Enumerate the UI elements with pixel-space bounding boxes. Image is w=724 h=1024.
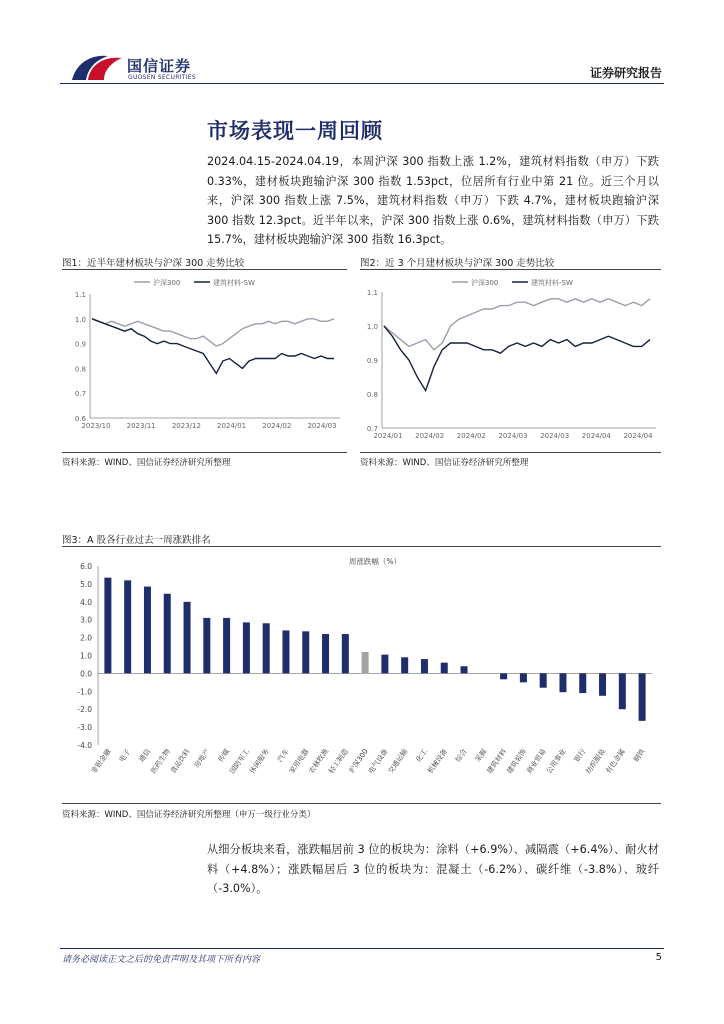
x-tick-label: 2024/04 xyxy=(623,432,653,440)
footer-disclaimer: 请务必阅读正文之后的免责声明及其项下所有内容 xyxy=(62,955,261,965)
y-tick-label: -4.0 xyxy=(77,741,92,750)
x-tick-label: 农林牧渔 xyxy=(307,747,331,776)
y-tick-label: 3.0 xyxy=(80,615,92,625)
bar xyxy=(441,663,448,674)
legend-label-jc: 建筑材料-SW xyxy=(531,279,573,287)
legend-label-jc: 建筑材料-SW xyxy=(213,279,255,287)
y-tick-label: 5.0 xyxy=(80,579,92,589)
series-line-jc xyxy=(384,326,650,391)
x-tick-label: 2024/02 xyxy=(262,422,292,430)
x-tick-label: 电气设备 xyxy=(366,747,390,776)
fig3-chart xyxy=(62,550,661,800)
x-tick-label: 建筑装饰 xyxy=(505,747,529,776)
fig3-rule xyxy=(62,546,661,547)
bar xyxy=(540,673,547,687)
y-tick-label: 0.7 xyxy=(74,390,86,399)
fig1-title: 图1：近半年建材板块与沪深 300 走势比较 xyxy=(62,258,245,269)
y-tick-label: -3.0 xyxy=(77,723,92,733)
y-tick-label: 0.8 xyxy=(366,391,378,399)
bar xyxy=(144,587,151,674)
x-tick-label: 汽车 xyxy=(276,747,291,764)
x-tick-label: 纺织服装 xyxy=(584,747,608,776)
bar xyxy=(342,634,349,673)
fig3-source: 资料来源：WIND、国信证券经济研究所整理（申万一级行业分类） xyxy=(62,810,316,820)
fig1-chart xyxy=(62,272,347,437)
fig2-chart xyxy=(360,272,661,444)
x-tick-label: 2024/04 xyxy=(581,432,611,440)
x-tick-label: 2024/02 xyxy=(415,432,445,440)
logo-en: GUOSEN SECURITIES xyxy=(128,74,197,81)
fig2-source: 资料来源：WIND、国信证券经济研究所整理 xyxy=(360,458,529,468)
x-tick-label: 综合 xyxy=(454,747,469,764)
fig2-title: 图2：近 3 个月建材板块与沪深 300 走势比较 xyxy=(360,258,555,269)
x-tick-label: 食品饮料 xyxy=(169,747,192,776)
fig1-source: 资料来源：WIND、国信证券经济研究所整理 xyxy=(62,458,231,468)
x-tick-label: 2024/03 xyxy=(498,432,528,440)
fig2-rule xyxy=(360,269,661,270)
x-tick-label: 有色金属 xyxy=(604,747,627,776)
x-tick-label: 医药生物 xyxy=(149,747,172,776)
bar-chart-title: 周涨跌幅（%） xyxy=(348,557,402,566)
bar xyxy=(104,578,111,674)
y-tick-label: 1.0 xyxy=(366,323,378,331)
paragraph-subsector: 从细分板块来看，涨跌幅居前 3 位的板块为：涂料（+6.9%）、减隔震（+6.4%）、耐火材料（+4.8%）；涨跌幅居后 3 位的板块为：混凝土（-6.2%）、碳纤维（-3.8%）、玻纤（-3.0%）。 xyxy=(207,843,659,895)
bar xyxy=(421,659,428,673)
fig2-bottom-rule xyxy=(360,452,661,453)
bar xyxy=(243,622,250,673)
y-tick-label: 1.0 xyxy=(74,315,86,324)
header-divider xyxy=(60,83,664,84)
page-number: 5 xyxy=(655,952,662,963)
y-tick-label: 0.0 xyxy=(80,669,92,679)
legend-label-hs300: 沪深300 xyxy=(471,279,499,287)
x-tick-label: 2024/03 xyxy=(307,422,337,430)
x-tick-label: 钢铁 xyxy=(632,747,647,764)
bar xyxy=(362,652,369,673)
bar xyxy=(302,631,309,673)
bar xyxy=(203,618,210,673)
y-tick-label: 1.0 xyxy=(80,651,92,661)
guosen-logo-icon xyxy=(68,50,128,82)
x-tick-label: 2023/11 xyxy=(126,422,156,430)
y-tick-label: 0.9 xyxy=(366,357,378,365)
bar xyxy=(599,673,606,695)
x-tick-label: 国防军工 xyxy=(228,747,252,776)
bar xyxy=(282,630,289,673)
logo-cn: 国信证券 xyxy=(127,57,192,75)
fig1-rule xyxy=(62,269,347,270)
x-tick-label: 2023/12 xyxy=(171,422,201,430)
x-tick-label: 化工 xyxy=(414,747,430,764)
series-line-jc xyxy=(92,319,334,374)
y-tick-label: 6.0 xyxy=(80,562,92,571)
x-tick-label: 采掘 xyxy=(473,747,489,764)
y-tick-label: 0.6 xyxy=(74,415,86,423)
x-tick-label: 家用电器 xyxy=(287,747,311,776)
y-tick-label: 0.9 xyxy=(74,340,86,349)
bar xyxy=(401,657,408,673)
fig3-bottom-rule xyxy=(62,803,661,804)
bar xyxy=(164,594,171,674)
bar xyxy=(559,673,566,692)
x-tick-label: 通信 xyxy=(137,747,153,764)
fig3-title: 图3：A 股各行业过去一周涨跌排名 xyxy=(62,535,211,546)
x-tick-label: 建筑材料 xyxy=(485,747,509,776)
y-tick-label: 1.1 xyxy=(74,291,86,299)
bar xyxy=(223,618,230,673)
bar xyxy=(639,673,646,720)
x-tick-label: 2024/03 xyxy=(540,432,570,440)
y-tick-label: 4.0 xyxy=(80,597,92,607)
x-tick-label: 非银金融 xyxy=(89,747,113,776)
bar xyxy=(461,666,468,673)
bar xyxy=(619,673,626,709)
x-tick-label: 机械设备 xyxy=(426,747,449,776)
legend-label-hs300: 沪深300 xyxy=(153,279,181,287)
bar xyxy=(381,655,388,674)
bar xyxy=(579,673,586,693)
report-type: 证券研究报告 xyxy=(589,66,662,80)
bar xyxy=(500,673,507,679)
series-line-hs300 xyxy=(384,299,650,350)
y-tick-label: -1.0 xyxy=(77,687,92,697)
x-tick-label: 商业贸易 xyxy=(525,747,548,776)
x-tick-label: 电子 xyxy=(117,747,133,764)
bar xyxy=(322,634,329,673)
paragraph-market: 2024.04.15-2024.04.19，本周沪深 300 指数上涨 1.2%，建筑材料指数（申万）下跌 0.33%，建材板块跑输沪深 300 指数 1.53pct，位居所有行业中第 21 位。近三个月以来，沪深 300 指数上涨 7.5%，建筑材料指数（申万）下跌 4.7%，建材板块跑输沪深 300 指数 12.3pct。近半年以来，沪深 300 指数上涨 0.6%，建筑材料指数（申万）下跌 15.7%，建材板块跑输沪深 300 指数 16.3pct。 xyxy=(207,155,659,246)
x-tick-label: 公用事业 xyxy=(544,747,568,776)
x-tick-label: 2024/02 xyxy=(456,432,486,440)
bar xyxy=(124,580,131,673)
y-tick-label: 2.0 xyxy=(80,633,92,643)
bar xyxy=(263,623,270,673)
x-tick-label: 休闲服务 xyxy=(248,747,271,776)
series-line-hs300 xyxy=(92,319,334,346)
y-tick-label: 0.8 xyxy=(74,365,86,374)
y-tick-label: 1.1 xyxy=(366,289,378,297)
x-tick-label: 房地产 xyxy=(192,747,212,770)
y-tick-label: -2.0 xyxy=(77,705,92,715)
footer-divider xyxy=(60,948,664,949)
x-tick-label: 轻工制造 xyxy=(327,747,350,776)
x-tick-label: 2024/01 xyxy=(217,422,247,430)
fig1-bottom-rule xyxy=(62,452,347,453)
x-tick-label: 传媒 xyxy=(216,747,232,764)
bar xyxy=(184,602,191,674)
x-tick-label: 2024/01 xyxy=(373,432,403,440)
x-tick-label: 银行 xyxy=(572,747,588,764)
x-tick-label: 沪深300 xyxy=(347,747,370,775)
y-tick-label: 0.7 xyxy=(366,425,378,433)
x-tick-label: 交通运输 xyxy=(386,747,410,776)
x-tick-label: 2023/10 xyxy=(81,422,111,430)
section-title: 市场表现一周回顾 xyxy=(207,119,383,143)
bar xyxy=(520,673,527,682)
